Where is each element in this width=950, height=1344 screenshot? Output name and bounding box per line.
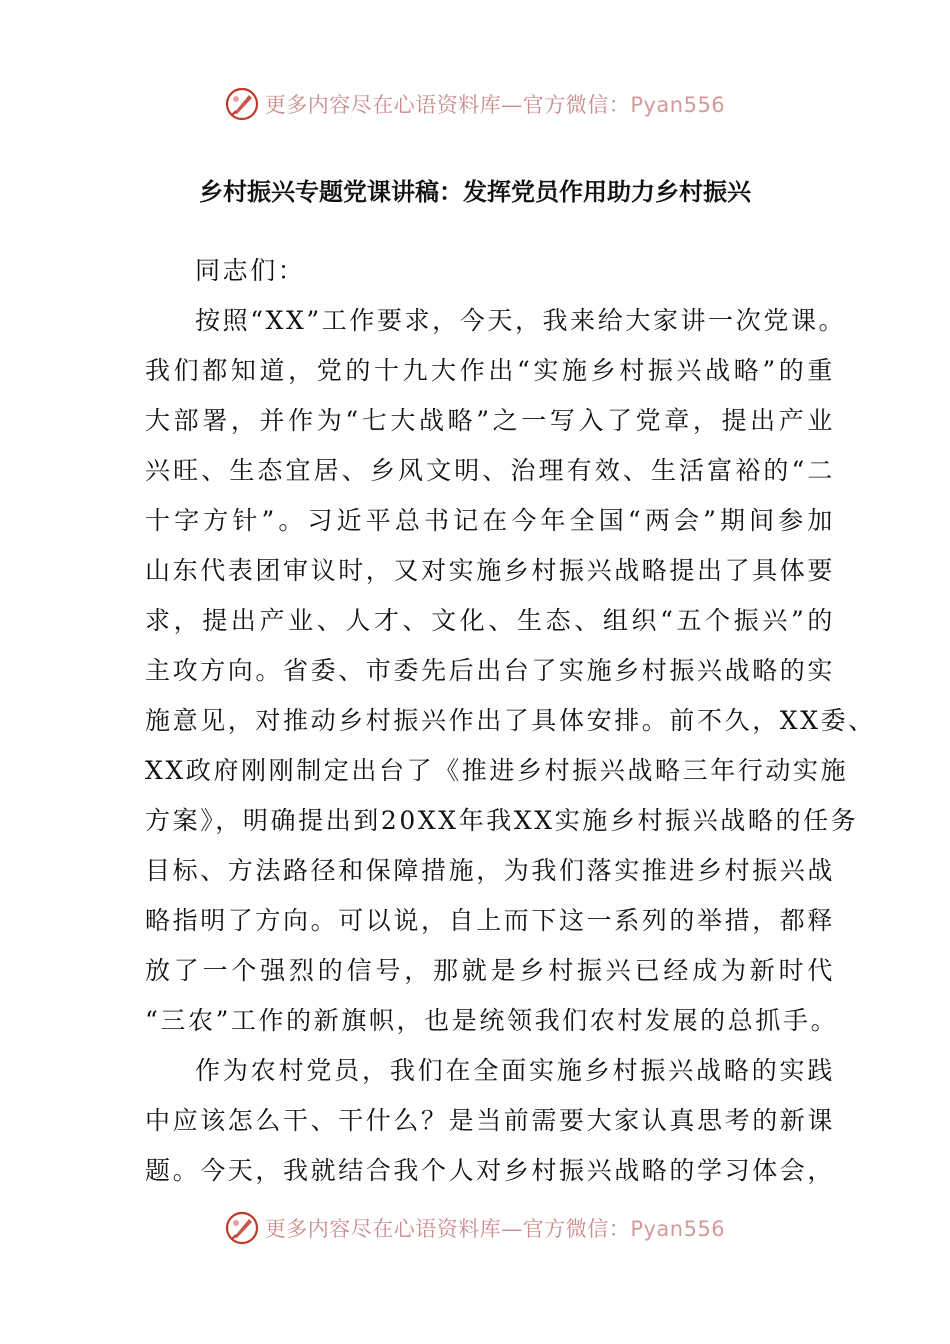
paragraph-line: 题。今天，我就结合我个人对乡村振兴战略的学习体会， [145, 1156, 836, 1185]
watermark-text: 更多内容尽在心语资料库—官方微信：Pyan556 [264, 93, 726, 117]
paragraph-line: 求，提出产业、人才、文化、生态、组织“五个振兴”的 [145, 606, 835, 635]
paragraph-line: XX政府刚刚制定出台了《推进乡村振兴战略三年行动实施 [145, 756, 849, 785]
watermark-header [0, 84, 950, 124]
paragraph-line: 大部署，并作为“七大战略”之一写入了党章，提出产业 [145, 406, 835, 435]
paragraph-line: 施意见，对推动乡村振兴作出了具体安排。前不久，XX委、 [145, 706, 876, 735]
paragraph-line: 作为农村党员，我们在全面实施乡村振兴战略的实践 [195, 1056, 835, 1085]
salutation-line: 同志们： [195, 256, 306, 285]
paragraph-line: “三农”工作的新旗帜，也是统领我们农村发展的总抓手。 [145, 1006, 839, 1035]
paragraph-line: 按照“XX”工作要求，今天，我来给大家讲一次党课。 [195, 306, 847, 335]
paragraph-line: 放了一个强烈的信号，那就是乡村振兴已经成为新时代 [145, 956, 835, 985]
quill-logo-icon [225, 87, 259, 121]
document-body [145, 246, 876, 1196]
watermark-text: 更多内容尽在心语资料库—官方微信：Pyan556 [264, 1217, 726, 1241]
paragraph-line: 山东代表团审议时，又对实施乡村振兴战略提出了具体要 [145, 556, 836, 585]
paragraph-line: 十字方针”。习近平总书记在今年全国“两会”期间参加 [145, 506, 835, 535]
paragraph-line: 主攻方向。省委、市委先后出台了实施乡村振兴战略的实 [145, 656, 836, 685]
document-title: 乡村振兴专题党课讲稿：发挥党员作用助力乡村振兴 [199, 178, 751, 206]
paragraph-line: 方案》，明确提出到20XX年我XX实施乡村振兴战略的任务 [145, 806, 859, 835]
watermark-footer [0, 1208, 950, 1248]
paragraph-line: 目标、方法路径和保障措施，为我们落实推进乡村振兴战 [145, 856, 836, 885]
paragraph-line: 兴旺、生态宜居、乡风文明、治理有效、生活富裕的“二 [145, 456, 835, 485]
quill-logo-icon [225, 1211, 259, 1245]
paragraph-line: 略指明了方向。可以说，自上而下这一系列的举措，都释 [145, 906, 836, 935]
paragraph-line: 我们都知道，党的十九大作出“实施乡村振兴战略”的重 [145, 356, 835, 385]
paragraph-line: 中应该怎么干、干什么？是当前需要大家认真思考的新课 [145, 1106, 836, 1135]
